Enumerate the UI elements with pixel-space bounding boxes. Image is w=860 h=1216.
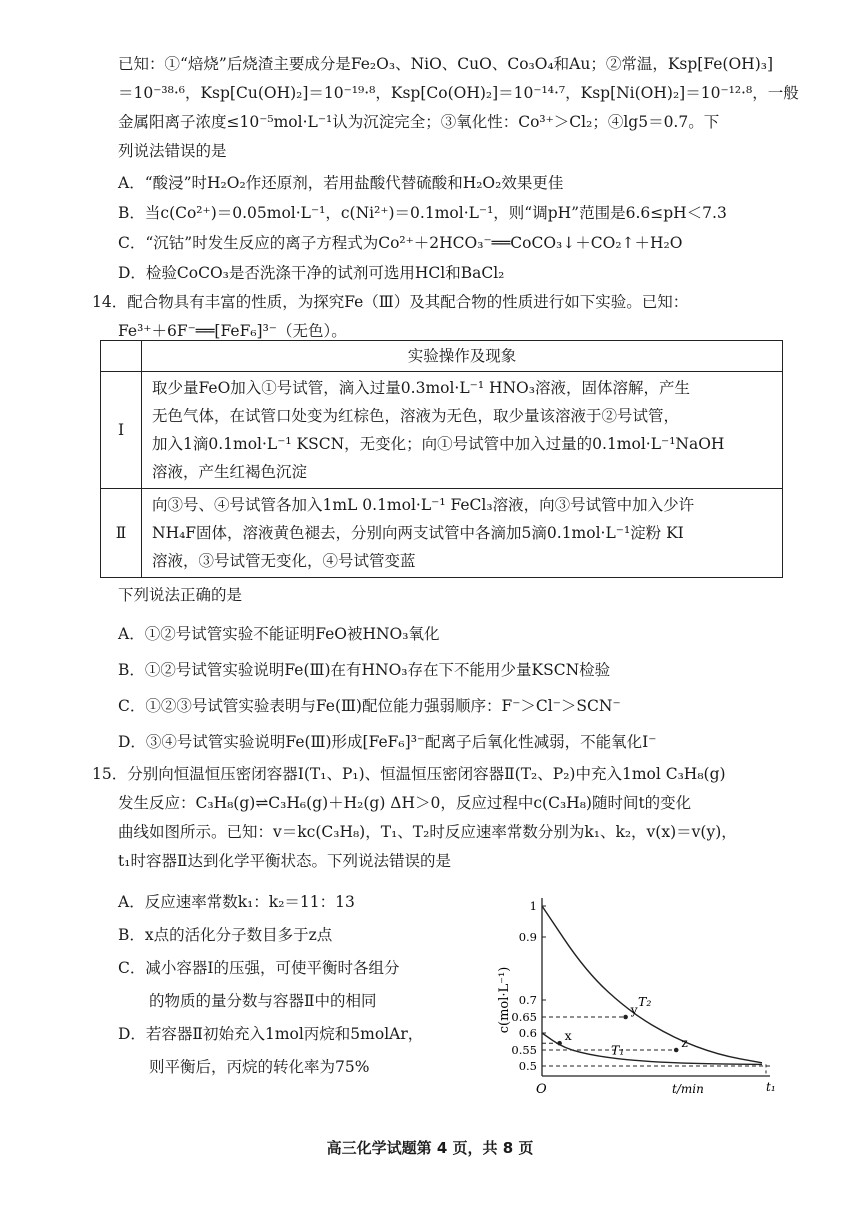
y-tick-label: 0.9 [518, 930, 537, 944]
data-point [623, 1015, 628, 1020]
origin-label: O [536, 1082, 547, 1097]
row-content: 向③号、④号试管各加入1mL 0.1mol·L⁻¹ FeCl₃溶液，向③号试管中加入少许 NH₄F固体，溶液黄色褪去，分别向两支试管中各滴加5滴0.1mol·L⁻¹淀粉 KI 溶液，③号试管无变化，④号试管变蓝 [142, 489, 783, 578]
q13-line: 已知：①“焙烧”后烧渣主要成分是Fe₂O₃、NiO、CuO、Co₃O₄和Au；②常温，Ksp[Fe(OH)₃] [118, 55, 774, 73]
row-content: 取少量FeO加入①号试管，滴入过量0.3mol·L⁻¹ HNO₃溶液，固体溶解，产生 无色气体，在试管口处变为红棕色，溶液为无色，取少量该溶液于②号试管， 加入1滴0.1mol·L⁻¹ KSCN，无变化；向①号试管中加入过量的0.1mol·L⁻¹NaOH 溶液，产生红褐色沉淀 [142, 372, 783, 489]
q14-experiment-table [100, 340, 783, 578]
data-point [557, 1041, 562, 1046]
q13-line: 金属阳离子浓度≤10⁻⁵mol·L⁻¹认为沉淀完全；③氧化性：Co³⁺＞Cl₂；④lg5＝0.7。下 [118, 113, 720, 131]
q13-option-d[interactable]: D．检验CoCO₃是否洗涤干净的试剂可选用HCl和BaCl₂ [118, 264, 505, 282]
q15-option-d-cont[interactable]: 则平衡后，丙烷的转化率为75% [118, 1058, 370, 1076]
q14-option-b[interactable]: B．①②号试管实验说明Fe(Ⅲ)在有HNO₃存在下不能用少量KSCN检验 [118, 661, 611, 679]
q13-option-c[interactable]: C．“沉钴”时发生反应的离子方程式为Co²⁺＋2HCO₃⁻══CoCO₃↓＋CO₂↑＋H₂O [118, 234, 683, 252]
q15-stem-line: 发生反应：C₃H₈(g)⇌C₃H₆(g)＋H₂(g) ΔH＞0，反应过程中c(C₃H₈)随时间t的变化 [118, 794, 692, 812]
q15-option-b[interactable]: B．x点的活化分子数目多于z点 [118, 926, 333, 944]
point-label: x [564, 1028, 572, 1044]
q15-option-a[interactable]: A．反应速率常数k₁：k₂＝11：13 [118, 893, 355, 911]
concentration-time-chart [480, 890, 790, 1100]
q15-option-c-cont[interactable]: 的物质的量分数与容器Ⅱ中的相同 [118, 992, 377, 1010]
q14-option-a[interactable]: A．①②号试管实验不能证明FeO被HNO₃氧化 [118, 625, 440, 643]
q15-stem-line: 曲线如图所示。已知：v＝kc(C₃H₈)，T₁、T₂时反应速率常数分别为k₁、k₂，v(x)＝v(y)， [118, 823, 737, 841]
q15-stem [92, 760, 737, 876]
q14-stem-line: 14．配合物具有丰富的性质，为探究Fe（Ⅲ）及其配合物的性质进行如下实验。已知： [92, 293, 689, 311]
page-footer: 高三化学试题第 4 页，共 8 页 [326, 1139, 534, 1157]
y-tick-label: 0.7 [518, 993, 537, 1007]
row-number: Ⅰ [101, 372, 142, 489]
y-axis-label: c(mol·L⁻¹) [497, 966, 512, 1034]
y-tick-label: 0.55 [511, 1043, 537, 1057]
q14-prompt: 下列说法正确的是 [118, 586, 243, 604]
q13-known-conditions [118, 50, 799, 166]
q15-options [118, 886, 423, 1084]
curve-t2 [542, 906, 762, 1063]
series-label: T₂ [638, 993, 652, 1009]
row-number: Ⅱ [101, 489, 142, 578]
y-tick-label: 0.5 [518, 1059, 537, 1073]
series-label: T₁ [611, 1042, 625, 1058]
q14-option-d[interactable]: D．③④号试管实验说明Fe(Ⅲ)形成[FeF₆]³⁻配离子后氧化性减弱，不能氧化I⁻ [118, 733, 657, 751]
q14-option-c[interactable]: C．①②③号试管实验表明与Fe(Ⅲ)配位能力强弱顺序：F⁻＞Cl⁻＞SCN⁻ [118, 697, 621, 715]
q14-options [118, 616, 656, 760]
x-axis-label: t/min [672, 1082, 704, 1096]
q13-line: ＝10⁻³⁸·⁶，Ksp[Cu(OH)₂]＝10⁻¹⁹·⁸，Ksp[Co(OH)₂]＝10⁻¹⁴·⁷，Ksp[Ni(OH)₂]＝10⁻¹²·⁸，一般 [118, 84, 799, 102]
x-end-label: t₁ [766, 1080, 776, 1094]
data-point [674, 1048, 679, 1053]
y-tick-label: 1 [529, 899, 537, 913]
q13-option-a[interactable]: A．“酸浸”时H₂O₂作还原剂，若用盐酸代替硫酸和H₂O₂效果更佳 [118, 174, 564, 192]
table-header: 实验操作及现象 [142, 341, 783, 372]
q15-option-c[interactable]: C．减小容器Ⅰ的压强，可使平衡时各组分 [118, 959, 400, 977]
y-tick-label: 0.6 [518, 1026, 537, 1040]
q13-line: 列说法错误的是 [118, 142, 227, 160]
q13-option-b[interactable]: B．当c(Co²⁺)＝0.05mol·L⁻¹，c(Ni²⁺)＝0.1mol·L⁻¹，则“调pH”范围是6.6≤pH＜7.3 [118, 204, 727, 222]
table-row [101, 489, 783, 578]
curve-t1 [542, 1033, 762, 1064]
point-label: y [630, 1002, 638, 1017]
q13-options [118, 168, 727, 288]
point-label: z [681, 1035, 688, 1050]
q15-stem-line: 15．分别向恒温恒压密闭容器Ⅰ(T₁、P₁)、恒温恒压密闭容器Ⅱ(T₂、P₂)中充入1mol C₃H₈(g) [92, 765, 726, 783]
y-tick-label: 0.65 [511, 1010, 537, 1024]
q15-option-d[interactable]: D．若容器Ⅱ初始充入1mol丙烷和5molAr， [118, 1025, 424, 1043]
q14-stem-line: Fe³⁺＋6F⁻══[FeF₆]³⁻（无色）。 [118, 322, 347, 340]
q15-stem-line: t₁时容器Ⅱ达到化学平衡状态。下列说法错误的是 [118, 852, 451, 870]
table-row [101, 372, 783, 489]
q14-stem [92, 288, 688, 346]
